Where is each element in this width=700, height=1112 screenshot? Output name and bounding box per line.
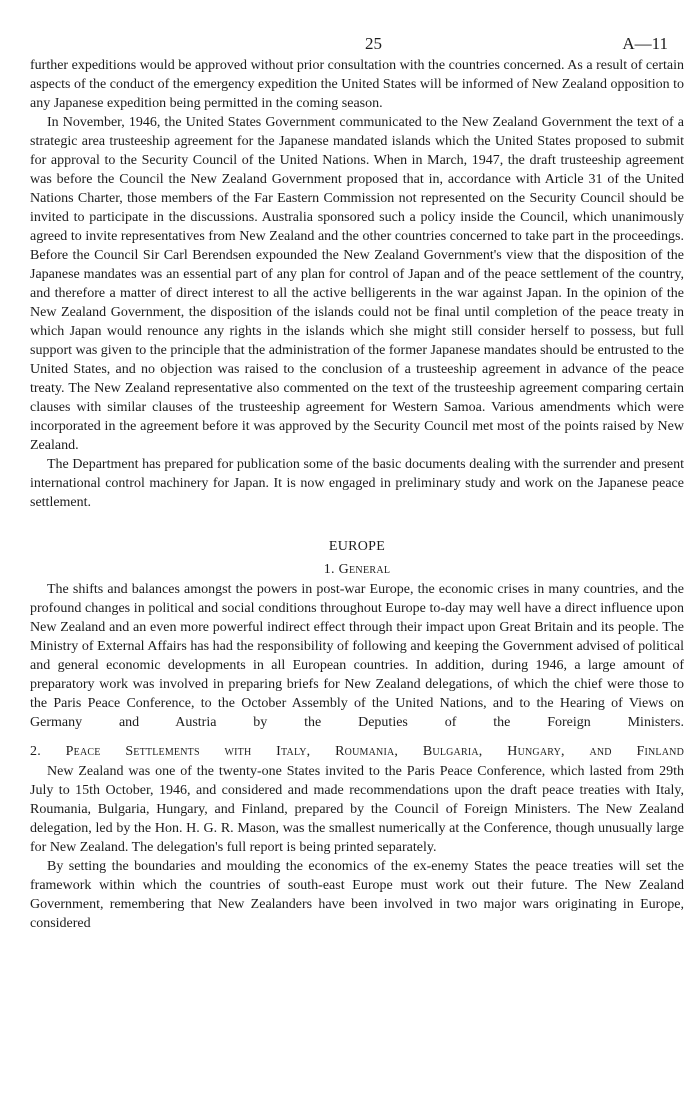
section-title-europe: EUROPE <box>328 539 386 554</box>
page-number: 25 <box>365 34 382 53</box>
paragraph-expeditions: further expeditions would be approved without prior consultation with the countries concerned. As a result of certain aspects of the conduct of the emergency expedition the United States will be informed of New Zealand opposition to any Japanese expedition being permitted in the coming season. <box>30 58 684 111</box>
paragraph-department-documents: The Department has prepared for publication some of the basic documents dealing with the surrender and present international control machinery for Japan. It is now engaged in preliminary study and work on the Japanese peace settlement. <box>30 457 684 510</box>
paragraph-paris-conference: New Zealand was one of the twenty-one States invited to the Paris Peace Conference, which lasted from 29th July to 15th October, 1946, and considered and made recommendations upon the draft peace treaties with Italy, Roumania, Bulgaria, Hungary, and Finland, prepared by the Council of Foreign Ministers. The New Zealand delegation, led by the Hon. H. G. R. Mason, was the smallest numerically at the Conference, though unusually large for New Zealand. The delegation's full report is being printed separately. <box>30 764 684 855</box>
paragraph-peace-treaties: By setting the boundaries and moulding the economics of the ex-enemy States the peace treaties will set the framework within which the countries of south-east Europe must work out their future. The New Zealand Government, remembering that New Zealanders have been involved in two major wars originating in Europe, considered <box>30 859 684 931</box>
subheading-general: 1. General <box>323 562 391 577</box>
subheading-peace-settlements: 2. Peace Settlements with Italy, Roumania, Bulgaria, Hungary, and Finland <box>30 744 684 759</box>
page-header <box>30 0 684 56</box>
paragraph-general: The shifts and balances amongst the powers in post-war Europe, the economic crises in many countries, and the profound changes in political and social conditions throughout Europe to-day may well have a direct influence upon New Zealand and an even more powerful indirect effect through their impact upon Great Britain and its people. The Ministry of External Affairs has had the responsibility of following and keeping the Government advised of political and general economic developments in all European countries. In addition, during 1946, a large amount of preparatory work was involved in preparing briefs for New Zealand delegations, of which the chief were those to the Paris Peace Conference, to the October Assembly of the United Nations, and to the Hearing of Views on Germany and Austria by the Deputies of the Foreign Ministers. <box>30 582 684 730</box>
document-reference: A—11 <box>622 34 668 53</box>
paragraph-trusteeship: In November, 1946, the United States Government communicated to the New Zealand Government the text of a strategic area trusteeship agreement for the Japanese mandated islands which the United States proposed to submit for approval to the Security Council of the United Nations. When in March, 1947, the draft trusteeship agreement was before the Council the New Zealand Government proposed that in, accordance with Article 31 of the United Nations Charter, those members of the Far Eastern Commission not represented on the Security Council should be invited to participate in the discussions. Australia sponsored such a policy inside the Council, which unanimously agreed to invite representatives from New Zealand and the other countries concerned to take part in the proceedings. Before the Council Sir Carl Berendsen expounded the New Zealand Government's view that the disposition of the Japanese mandates was an essential part of any plan for control of Japan and of the peace settlement of the country, and therefore a matter of direct interest to all the active belligerents in the war against Japan. In the opinion of the New Zealand Government, the disposition of the islands could not be final until completion of the peace treaty in which Japan would renounce any rights in the islands which she might still consider herself to possess, but full support was given to the principle that the administration of the former Japanese mandates should be entrusted to the United States, and no objection was raised to the conclusion of a trusteeship agreement in advance of the peace treaty. The New Zealand representative also commented on the text of the trusteeship agreement comparing certain clauses with similar clauses of the trusteeship agreement for Western Samoa. Various amendments which were incorporated in the agreement before it was approved by the Security Council met most of the points raised by New Zealand. <box>30 115 684 453</box>
